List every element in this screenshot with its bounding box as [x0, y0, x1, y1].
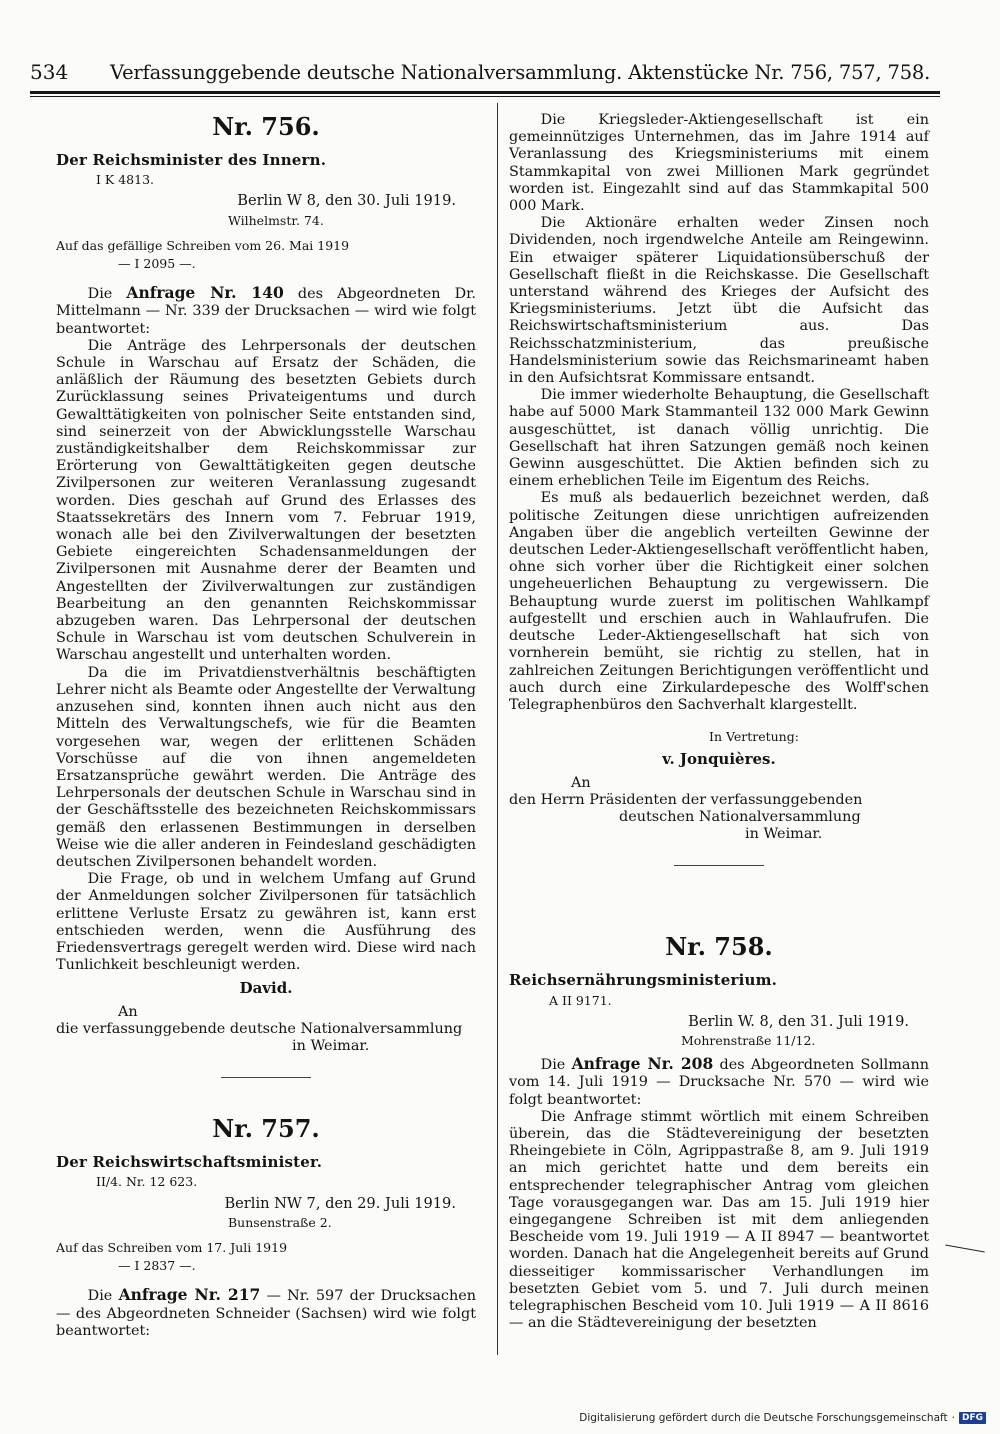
- header-rule-thin: [30, 96, 940, 97]
- document-number: Nr. 756.: [212, 112, 320, 141]
- document-number: Nr. 757.: [212, 1114, 320, 1144]
- bullet-separator: ·: [951, 1412, 955, 1424]
- intro-paragraph: Die Anfrage Nr. 140 des Abgeordneten Dr. Mittelmann — Nr. 339 der Drucksachen — wird wie folgt beantwortet:: [56, 283, 477, 337]
- prior-letter-ref: Auf das Schreiben vom 17. Juli 1919: [56, 1239, 288, 1255]
- address-an: An: [571, 774, 591, 791]
- file-reference: A II 9171.: [549, 992, 612, 1008]
- dateline: Berlin NW 7, den 29. Juli 1919.: [224, 1194, 456, 1212]
- inquiry-number: Anfrage Nr. 140: [126, 283, 284, 303]
- header-rule-thick: [30, 91, 940, 94]
- document-number: Nr. 758.: [665, 932, 773, 962]
- right-column: [509, 112, 929, 1332]
- intro-paragraph: Die Anfrage Nr. 217 — Nr. 597 der Drucksachen — des Abgeordneten Schneider (Sachsen) wird wie folgt beantwortet:: [56, 1285, 477, 1339]
- header-title: Verfassunggebende deutsche Nationalversammlung. Aktenstücke Nr. 756, 757, 758.: [110, 61, 931, 84]
- margin-mark: [945, 1245, 985, 1253]
- left-column: [56, 112, 476, 1340]
- body-paragraph: Die Anträge des Lehrpersonals der deutschen Schule in Warschau auf Ersatz der Schäden, die anläßlich der Räumung des besetzten Gebiets durch Zurücklassung seines Privateigentums und durch Gewalttätigkeiten von polnischer Seite entstanden sind, sind seinerzeit von der Abwicklungsstelle Warschau zuständigkeitshalber dem Reichskommissar zur Erörterung von Gewalttätigkeiten gegen deutsche Zivilpersonen zur weiteren Veranlassung zugesandt worden. Dies geschah auf Grund des Erlasses des Staatssekretärs des Innern vom 7. Februar 1919, wonach alle bei den Zivilverwaltungen der besetzten Gebiete eingereichten Schadensanmeldungen der Zivilpersonen mit Ausnahme derer der Beamten und Angestellten der Zivilverwaltungen zur zuständigen Bearbeitung an den genannten Reichskommissar abzugeben waren. Das Lehrpersonal der deutschen Schule in Warschau ist vom deutschen Schulverein in Warschau angestellt und unterhalten worden.: [56, 337, 476, 664]
- dfg-logo-icon: DFG: [959, 1412, 986, 1424]
- address-line: deutschen Nationalversammlung: [619, 808, 861, 825]
- address-line: in Weimar.: [745, 826, 823, 843]
- footer-text: Digitalisierung gefördert durch die Deutsche Forschungsgemeinschaft: [579, 1412, 948, 1424]
- column-divider: [497, 103, 498, 1355]
- inquiry-number: Anfrage Nr. 208: [571, 1054, 714, 1074]
- document-758: [509, 932, 929, 1332]
- street-address: Mohrenstraße 11/12.: [681, 1032, 816, 1048]
- prior-letter-number: — I 2837 —.: [118, 1258, 196, 1274]
- in-vertretung: In Vertretung:: [709, 729, 799, 745]
- dateline: Berlin W 8, den 30. Juli 1919.: [237, 192, 456, 210]
- body-paragraph: Die Kriegsleder-Aktiengesellschaft ist ein gemeinnütziges Unternehmen, das im Jahre 1914 auf Veranlassung des Kriegsministeriums mit einem Stammkapital von zwei Millionen Mark gegründet worden ist. Eingezahlt sind auf das Stammkapital 500 000 Mark.: [509, 112, 929, 215]
- body-paragraph: Die immer wiederholte Behauptung, die Gesellschaft habe auf 5000 Mark Stammanteil 132 000 Mark Gewinn ausgeschüttet, ist danach völlig unrichtig. Die Gesellschaft hat ihren Satzungen gemäß noch keinen Gewinn ausgeschüttet. Die Aktien befinden sich zu einem erheblichen Teile im Eigentum des Reichs.: [509, 387, 929, 490]
- prior-letter-number: — I 2095 —.: [118, 256, 196, 272]
- address-line: die verfassunggebende deutsche Nationalversammlung: [56, 1020, 463, 1037]
- dateline: Berlin W. 8, den 31. Juli 1919.: [688, 1012, 909, 1030]
- document-756: [56, 112, 476, 1078]
- footer-credit: [579, 1412, 986, 1424]
- ministry-name: Reichsernährungsministerium.: [509, 971, 778, 990]
- street-address: Bunsenstraße 2.: [228, 1214, 332, 1230]
- page-number: 534: [30, 60, 69, 84]
- address-an: An: [118, 1003, 138, 1020]
- address-line: in Weimar.: [292, 1037, 370, 1054]
- running-header: [30, 60, 940, 84]
- inquiry-number: Anfrage Nr. 217: [118, 1285, 261, 1305]
- signature: David.: [239, 979, 293, 998]
- prior-letter-ref: Auf das gefällige Schreiben vom 26. Mai 1919: [56, 237, 350, 253]
- signature: v. Jonquières.: [662, 750, 776, 769]
- file-reference: I K 4813.: [96, 172, 155, 188]
- body-paragraph: Die Frage, ob und in welchem Umfang auf Grund der Anmeldungen solcher Zivilpersonen für tatsächlich erlittene Verluste Ersatz zu gewähren ist, kann erst entschieden werden, wenn die Ausführung des Friedensvertrags geregelt werden wird. Diese wird nach Tunlichkeit beschleunigt werden.: [56, 871, 476, 974]
- file-reference: II/4. Nr. 12 623.: [96, 1174, 198, 1190]
- street-address: Wilhelmstr. 74.: [228, 212, 324, 228]
- body-paragraph: Die Anfrage stimmt wörtlich mit einem Schreiben überein, das die Städtevereinigung der besetzten Rheingebiete in Cöln, Agrippastraße 8, am 9. Juli 1919 an mich gerichtet hatte und dem bereits ein entsprechender telegraphischer Antrag vom gleichen Tage vorausgegangen war. Das am 15. Juli 1919 hier eingegangene Schreiben ist mit dem anliegenden Bescheide vom 19. Juli 1919 — A II 8947 — beantwortet worden. Danach hat die Angelegenheit bereits auf Grund diesseitiger kommissarischer Verhandlungen im besetzten Gebiet vom 5. und 7. Juli durch meinen telegraphischen Bescheid vom 10. Juli 1919 — A II 8616 — an die Städtevereinigung der besetzten: [509, 1108, 929, 1332]
- address-line: den Herrn Präsidenten der verfassunggebenden: [509, 791, 863, 808]
- body-paragraph: Da die im Privatdienstverhältnis beschäftigten Lehrer nicht als Beamte oder Angestellte der Verwaltung anzusehen sind, konnten ihnen auch nicht aus den Mitteln des Verwaltungschefs, wie für die Beamten vorgesehen war, wegen der erlittenen Schäden Vorschüsse auf die von ihnen angemeldeten Ersatzansprüche gewährt werden. Die Anträge des Lehrpersonals der deutschen Schule in Warschau sind in der Geschäftsstelle des bezeichneten Reichskommissars gemäß den erlassenen Bestimmungen in derselben Weise wie die aller anderen in Feindesland geschädigten deutschen Zivilpersonen behandelt worden.: [56, 664, 476, 870]
- body-paragraph: Die Aktionäre erhalten weder Zinsen noch Dividenden, noch irgendwelche Anteile am Reingewinn. Ein etwaiger späterer Liquidationsüberschuß der Gesellschaft fließt in die Reichskasse. Die Gesellschaft unterstand während des Krieges der Aufsicht des Kriegsministeriums. Jetzt übt die Aufsicht das Reichswirtschaftsministerium aus. Das Reichsschatzministerium, das preußische Handelsministerium sowie das Reichsmarineamt haben in den Aufsichtsrat Kommissare entsandt.: [509, 215, 929, 387]
- ministry-name: Der Reichswirtschaftsminister.: [56, 1153, 323, 1172]
- body-paragraph: Es muß als bedauerlich bezeichnet werden, daß politische Zeitungen diese unrichtigen aufreizenden Angaben über die angeblich verteilten Gewinne der deutschen Leder-Aktiengesellschaft veröffentlicht haben, ohne sich vorher über die Richtigkeit einer solchen ungeheuerlichen Behauptung zu vergewissern. Die Behauptung wurde zuerst im politischen Wahlkampf aufgestellt und erschien auch in Wahlaufrufen. Die deutsche Leder-Aktiengesellschaft hat sich von vornherein bemüht, sie richtig zu stellen, hat in zahlreichen Zeitungen Berichtigungen veröffentlicht und auch durch eine Zirkulardepesche des Wolff'schen Telegraphenbüros den Sachverhalt klargestellt.: [509, 490, 929, 713]
- document-757-continued: [509, 112, 929, 866]
- document-757-start: [56, 1114, 476, 1340]
- ministry-name: Der Reichsminister des Innern.: [56, 151, 327, 169]
- intro-paragraph: Die Anfrage Nr. 208 des Abgeordneten Sollmann vom 14. Juli 1919 — Drucksache Nr. 570 — wird wie folgt beantwortet:: [509, 1054, 930, 1108]
